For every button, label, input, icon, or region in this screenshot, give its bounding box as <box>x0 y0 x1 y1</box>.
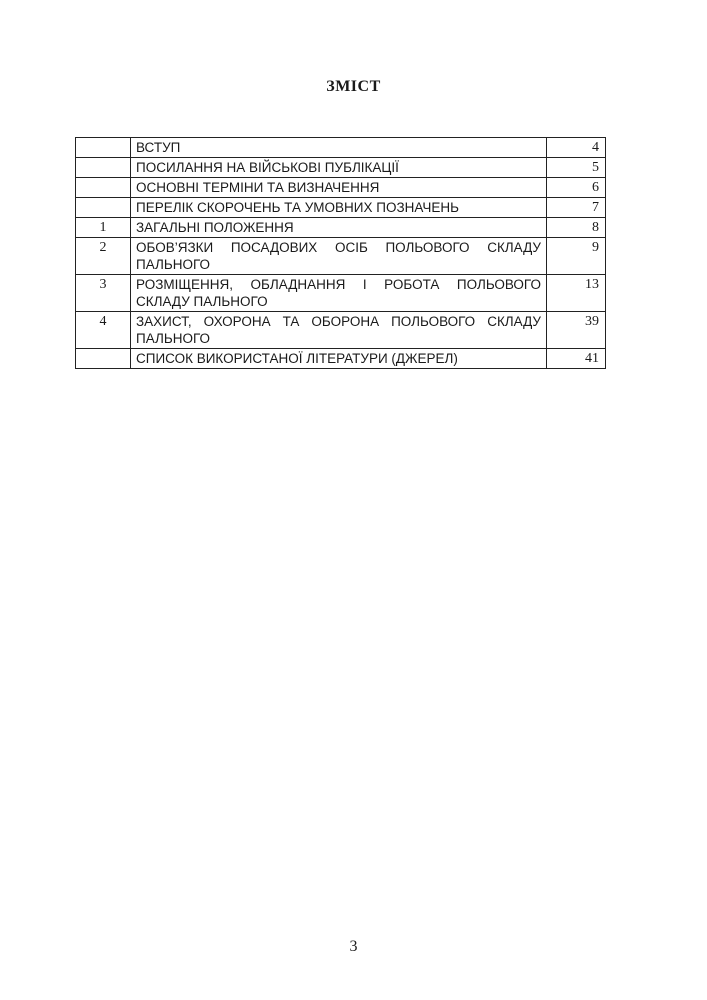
toc-section-number: 3 <box>76 275 131 312</box>
toc-row <box>76 178 606 198</box>
toc-page-number: 41 <box>547 349 606 369</box>
toc-page-number: 9 <box>547 238 606 275</box>
table-of-contents <box>75 137 606 369</box>
toc-section-number <box>76 138 131 158</box>
toc-row <box>76 198 606 218</box>
toc-page-number: 6 <box>547 178 606 198</box>
toc-section-title: СПИСОК ВИКОРИСТАНОЇ ЛІТЕРАТУРИ (ДЖЕРЕЛ) <box>131 349 547 369</box>
toc-page-number: 4 <box>547 138 606 158</box>
toc-section-title: ЗАГАЛЬНІ ПОЛОЖЕННЯ <box>131 218 547 238</box>
toc-row <box>76 349 606 369</box>
toc-page-number: 8 <box>547 218 606 238</box>
toc-section-title: ЗАХИСТ, ОХОРОНА ТА ОБОРОНА ПОЛЬОВОГО СКЛАДУ ПАЛЬНОГО <box>131 312 547 349</box>
toc-section-title: ОБОВ’ЯЗКИ ПОСАДОВИХ ОСІБ ПОЛЬОВОГО СКЛАДУ ПАЛЬНОГО <box>131 238 547 275</box>
toc-section-number <box>76 178 131 198</box>
document-heading: ЗМІСТ <box>326 78 381 95</box>
toc-section-number: 4 <box>76 312 131 349</box>
toc-row <box>76 218 606 238</box>
toc-body <box>76 138 606 369</box>
toc-section-title: ОСНОВНІ ТЕРМІНИ ТА ВИЗНАЧЕННЯ <box>131 178 547 198</box>
toc-section-title: ПЕРЕЛІК СКОРОЧЕНЬ ТА УМОВНИХ ПОЗНАЧЕНЬ <box>131 198 547 218</box>
toc-row <box>76 138 606 158</box>
toc-section-number: 2 <box>76 238 131 275</box>
toc-page-number: 13 <box>547 275 606 312</box>
toc-section-title: ПОСИЛАННЯ НА ВІЙСЬКОВІ ПУБЛІКАЦІЇ <box>131 158 547 178</box>
toc-section-number <box>76 198 131 218</box>
toc-section-number <box>76 158 131 178</box>
toc-page-number: 7 <box>547 198 606 218</box>
toc-row <box>76 158 606 178</box>
toc-section-title: РОЗМІЩЕННЯ, ОБЛАДНАННЯ І РОБОТА ПОЛЬОВОГО СКЛАДУ ПАЛЬНОГО <box>131 275 547 312</box>
page-number: 3 <box>349 938 358 955</box>
toc-section-number <box>76 349 131 369</box>
toc-row <box>76 238 606 275</box>
toc-section-number: 1 <box>76 218 131 238</box>
toc-page-number: 39 <box>547 312 606 349</box>
toc-section-title: ВСТУП <box>131 138 547 158</box>
toc-row <box>76 312 606 349</box>
toc-row <box>76 275 606 312</box>
toc-page-number: 5 <box>547 158 606 178</box>
